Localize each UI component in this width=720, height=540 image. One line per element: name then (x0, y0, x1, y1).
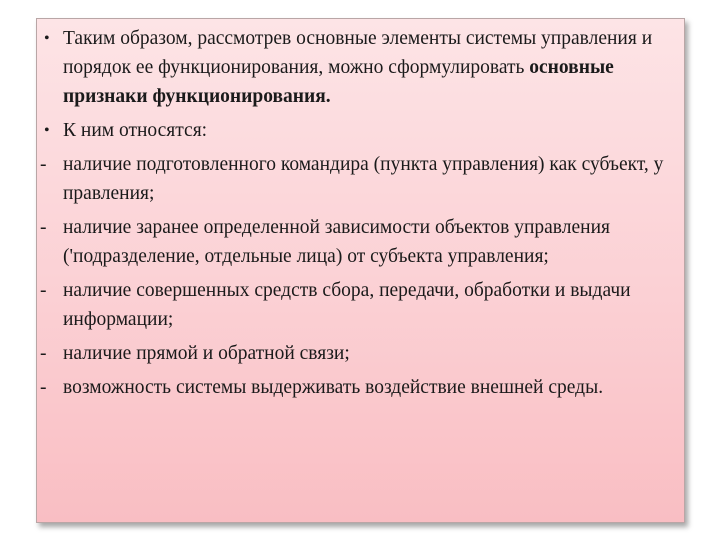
paragraph-text: К ним относятся: (63, 120, 208, 141)
bullet-marker: • (44, 30, 50, 47)
dash-marker: - (40, 343, 47, 364)
bullet-marker: • (44, 122, 50, 139)
dash-item-information (40, 276, 670, 334)
dash-item-environment (40, 373, 670, 402)
dash-item-commander (40, 150, 670, 208)
dash-marker: - (40, 377, 47, 398)
paragraph-text: наличие заранее определенной зависимости объектов управления ('подразделение, отдельные лица) от субъекта управления; (63, 217, 610, 267)
text-body (40, 24, 670, 407)
paragraph-text: наличие совершенных средств сбора, передачи, обработки и выдачи информации; (63, 280, 631, 330)
dash-marker: - (40, 217, 47, 238)
emphasis-text: основные признаки функционирования. (63, 57, 614, 107)
paragraph-text: наличие подготовленного командира (пункта управления) как субъект, у правления; (63, 154, 664, 204)
dash-marker: - (40, 280, 47, 301)
paragraph-text: Таким образом, рассмотрев основные элементы системы управления и порядок ее функционирования, можно сформулировать (63, 28, 653, 78)
bullet-item-summary (40, 24, 670, 111)
paragraph-text: возможность системы выдерживать воздействие внешней среды. (63, 377, 604, 398)
paragraph-text: наличие прямой и обратной связи; (63, 343, 350, 364)
dash-marker: - (40, 154, 47, 175)
dash-item-dependency (40, 213, 670, 271)
bullet-item-intro (40, 116, 670, 145)
dash-item-feedback (40, 339, 670, 368)
